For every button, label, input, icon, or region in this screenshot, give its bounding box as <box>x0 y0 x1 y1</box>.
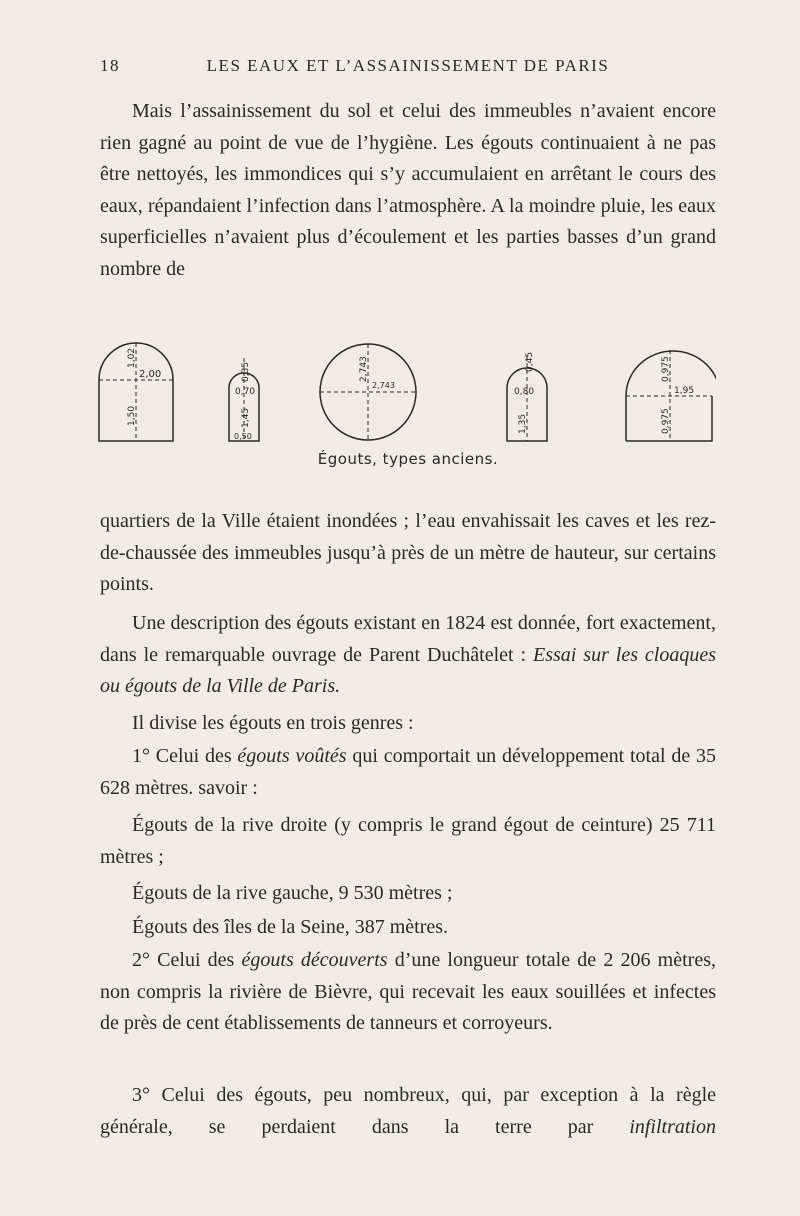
paragraph-3 <box>100 608 716 703</box>
running-header <box>100 56 716 82</box>
paragraph-9 <box>100 945 716 1040</box>
running-title: LES EAUX ET L’ASSAINISSEMENT DE PARIS <box>206 56 610 75</box>
paragraph-7: Égouts de la rive gauche, 9 530 mètres ; <box>132 882 453 904</box>
figure-caption: Égouts, types anciens. <box>317 450 499 468</box>
paragraph-3-text: Une description des égouts existant en 1824 est donnée, fort exactement, dans le remarquable ouvrage de Parent Duchâtelet : <box>100 612 716 666</box>
paragraph-5-lead: 1° Celui des <box>132 745 232 767</box>
section-5-width-label: 1,95 <box>674 386 695 396</box>
paragraph-10 <box>100 1080 716 1143</box>
section-5-height-label: 0,975 <box>661 408 671 434</box>
paragraph-10-text: 3° Celui des égouts, peu nombreux, qui, par exception à la règle générale, se perdaient dans la terre par <box>100 1084 716 1138</box>
paragraph-5-rest: qui comportait un développement total de 35 628 mètres. savoir : <box>100 745 716 799</box>
section-3-height-label: 2,743 <box>359 356 369 382</box>
section-1 <box>99 343 173 441</box>
section-2-base-label: 0,50 <box>234 432 252 441</box>
section-3 <box>320 344 416 440</box>
paragraph-8: Égouts des îles de la Seine, 387 mètres. <box>132 916 449 938</box>
paragraph-4: Il divise les égouts en trois genres : <box>132 712 414 734</box>
paragraph-6: Égouts de la rive droite (y compris le grand égout de ceinture) 25 711 mètres ; <box>100 814 716 868</box>
section-2-top-label: 0,35 <box>241 361 251 382</box>
section-1-height-label: 1,50 <box>127 405 137 426</box>
paragraph-9-emphasis: égouts découverts <box>241 949 388 971</box>
sewer-sections-svg <box>96 338 716 444</box>
paragraph-10-emphasis: infiltration <box>629 1115 716 1138</box>
section-2-height-label: 1,45 <box>241 407 251 428</box>
section-5 <box>626 350 716 441</box>
section-4 <box>507 352 547 441</box>
section-2-width-label: 0,70 <box>235 387 256 397</box>
page-number: 18 <box>100 56 120 75</box>
sewer-cross-sections-figure <box>96 338 716 444</box>
section-2 <box>229 358 259 441</box>
section-4-width-label: 0,80 <box>514 387 535 397</box>
paragraph-3-book-title: Essai sur les cloaques ou égouts de la Ville de Paris. <box>100 643 717 697</box>
section-4-height-label: 1,35 <box>518 413 528 434</box>
paragraph-5 <box>100 741 716 804</box>
section-5-top-label: 0,975 <box>661 356 671 382</box>
paragraph-2: quartiers de la Ville étaient inondées ; l’eau envahissait les caves et les rez-de-chaussée des immeubles jusqu’à près de un mètre de hauteur, sur certains points. <box>100 510 716 595</box>
paragraph-9-lead: 2° Celui des <box>132 949 235 971</box>
section-1-width-label: 2,00 <box>139 369 162 380</box>
paragraph-1: Mais l’assainissement du sol et celui des immeubles n’avaient encore rien gagné au point de vue de l’hygiène. Les égouts continuaient à ne pas être nettoyés, les immondices qui s’y accumulaient en arrêtant le cours des eaux, répandaient l’infection dans l’atmosphère. A la moindre pluie, les eaux superficielles n’avaient plus d’écoulement et les parties basses d’un grand nombre de <box>100 100 716 280</box>
section-1-top-label: 1,02 <box>127 347 137 368</box>
paragraph-5-emphasis: égouts voûtés <box>237 745 347 767</box>
paragraph-9-rest: d’une longueur totale de 2 206 mètres, non compris la rivière de Bièvre, qui recevait les eaux souillées et infectes de près de cent établissements de tanneurs et corroyeurs. <box>100 949 716 1034</box>
section-4-top-label: 0,45 <box>525 351 535 372</box>
section-3-width-label: 2,743 <box>372 381 395 390</box>
